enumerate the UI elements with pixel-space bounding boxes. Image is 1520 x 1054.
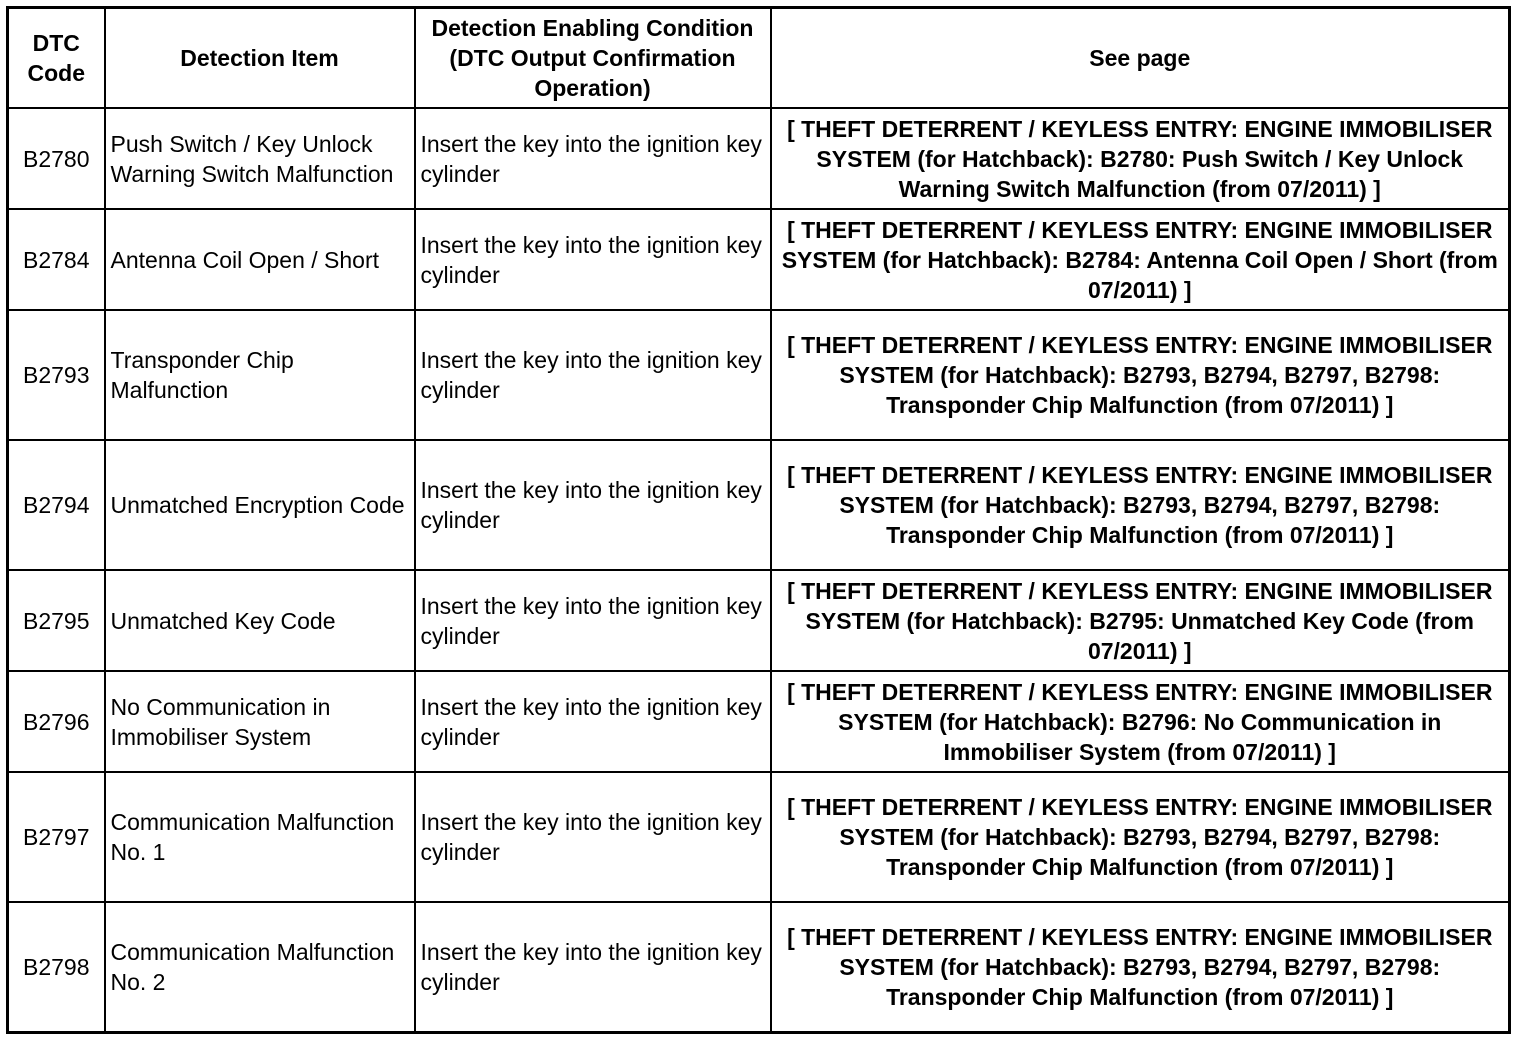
- dtc-code-cell: B2796: [8, 671, 105, 772]
- see-page-link[interactable]: [ THEFT DETERRENT / KEYLESS ENTRY: ENGINE IMMOBILISER SYSTEM (for Hatchback): B2780: Push Switch / Key Unlock Warning Switch Malfunction (from 07/2011) ]: [771, 108, 1510, 209]
- detection-condition-cell: Insert the key into the ignition key cylinder: [415, 440, 771, 570]
- detection-condition-cell: Insert the key into the ignition key cylinder: [415, 671, 771, 772]
- table-row: [8, 108, 1510, 209]
- detection-item-cell: Unmatched Encryption Code: [105, 440, 415, 570]
- dtc-code-cell: B2795: [8, 570, 105, 671]
- dtc-code-cell: B2797: [8, 772, 105, 902]
- detection-condition-cell: Insert the key into the ignition key cylinder: [415, 902, 771, 1033]
- detection-condition-cell: Insert the key into the ignition key cylinder: [415, 772, 771, 902]
- dtc-code-cell: B2798: [8, 902, 105, 1033]
- table-row: [8, 310, 1510, 440]
- table-row: [8, 772, 1510, 902]
- detection-item-cell: Antenna Coil Open / Short: [105, 209, 415, 310]
- detection-condition-cell: Insert the key into the ignition key cylinder: [415, 310, 771, 440]
- dtc-code-cell: B2793: [8, 310, 105, 440]
- detection-item-cell: Transponder Chip Malfunction: [105, 310, 415, 440]
- dtc-code-cell: B2784: [8, 209, 105, 310]
- detection-condition-cell: Insert the key into the ignition key cylinder: [415, 209, 771, 310]
- table-row: [8, 209, 1510, 310]
- see-page-link[interactable]: [ THEFT DETERRENT / KEYLESS ENTRY: ENGINE IMMOBILISER SYSTEM (for Hatchback): B2796: No Communication in Immobiliser System (from 07/2011) ]: [771, 671, 1510, 772]
- see-page-link[interactable]: [ THEFT DETERRENT / KEYLESS ENTRY: ENGINE IMMOBILISER SYSTEM (for Hatchback): B2795: Unmatched Key Code (from 07/2011) ]: [771, 570, 1510, 671]
- dtc-table: [6, 6, 1511, 1034]
- header-detection-condition: Detection Enabling Condition (DTC Output Confirmation Operation): [415, 8, 771, 109]
- detection-item-cell: No Communication in Immobiliser System: [105, 671, 415, 772]
- dtc-code-cell: B2794: [8, 440, 105, 570]
- detection-condition-cell: Insert the key into the ignition key cylinder: [415, 570, 771, 671]
- header-dtc-code: DTC Code: [8, 8, 105, 109]
- see-page-link[interactable]: [ THEFT DETERRENT / KEYLESS ENTRY: ENGINE IMMOBILISER SYSTEM (for Hatchback): B2793, B2794, B2797, B2798: Transponder Chip Malfunction (from 07/2011) ]: [771, 902, 1510, 1033]
- detection-item-cell: Unmatched Key Code: [105, 570, 415, 671]
- detection-item-cell: Communication Malfunction No. 1: [105, 772, 415, 902]
- dtc-code-cell: B2780: [8, 108, 105, 209]
- see-page-link[interactable]: [ THEFT DETERRENT / KEYLESS ENTRY: ENGINE IMMOBILISER SYSTEM (for Hatchback): B2784: Antenna Coil Open / Short (from 07/2011) ]: [771, 209, 1510, 310]
- table-row: [8, 570, 1510, 671]
- header-see-page: See page: [771, 8, 1510, 109]
- see-page-link[interactable]: [ THEFT DETERRENT / KEYLESS ENTRY: ENGINE IMMOBILISER SYSTEM (for Hatchback): B2793, B2794, B2797, B2798: Transponder Chip Malfunction (from 07/2011) ]: [771, 310, 1510, 440]
- detection-condition-cell: Insert the key into the ignition key cylinder: [415, 108, 771, 209]
- detection-item-cell: Communication Malfunction No. 2: [105, 902, 415, 1033]
- table-row: [8, 671, 1510, 772]
- table-row: [8, 440, 1510, 570]
- see-page-link[interactable]: [ THEFT DETERRENT / KEYLESS ENTRY: ENGINE IMMOBILISER SYSTEM (for Hatchback): B2793, B2794, B2797, B2798: Transponder Chip Malfunction (from 07/2011) ]: [771, 772, 1510, 902]
- detection-item-cell: Push Switch / Key Unlock Warning Switch Malfunction: [105, 108, 415, 209]
- see-page-link[interactable]: [ THEFT DETERRENT / KEYLESS ENTRY: ENGINE IMMOBILISER SYSTEM (for Hatchback): B2793, B2794, B2797, B2798: Transponder Chip Malfunction (from 07/2011) ]: [771, 440, 1510, 570]
- table-header-row: [8, 8, 1510, 109]
- header-detection-item: Detection Item: [105, 8, 415, 109]
- table-row: [8, 902, 1510, 1033]
